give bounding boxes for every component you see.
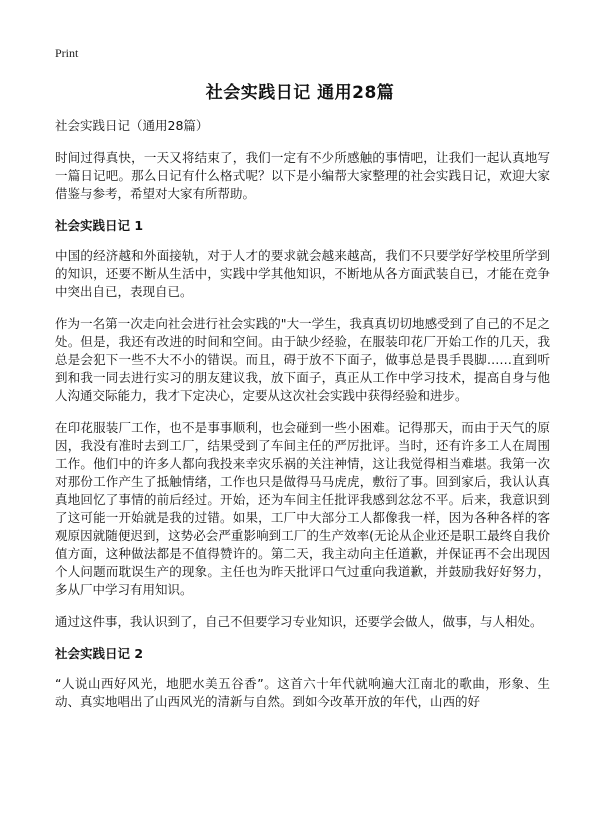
section-2-paragraph: “人说山西好风光，地肥水美五谷香”。这首六十年代就响遍大江南北的歌曲，形象、生动、真实地唱出了山西风光的清新与自然。到如今改革开放的年代，山西的好 bbox=[55, 676, 550, 709]
section-1-paragraph: 通过这件事，我认识到了，自己不但要学习专业知识，还要学会做人，做事，与人相处。 bbox=[55, 614, 543, 629]
section-1-paragraph: 作为一名第一次走向社会进行社会实践的"大一学生，我真真切切地感受到了自己的不足之处。但是，我还有改进的时间和空间。由于缺少经验，在服装印花厂开始工作的几天，我总是会犯下一些不大不小的错误。而且，碍于放不下面子，做事总是畏手畏脚……直到听到和我一同去进行实习的朋友建议我，放下面子，真正从工作中学习技术，提高自身与他人沟通交际能力，我才下定决心，定要从这次社会实践中获得经验和进步。 bbox=[55, 316, 550, 403]
print-link[interactable]: Print bbox=[55, 46, 79, 60]
page-title: 社会实践日记 通用28篇 bbox=[205, 83, 395, 103]
section-1-paragraph: 在印花服装厂工作，也不是事事顺利，也会碰到一些小困难。记得那天，而由于天气的原因，我没有准时去到工厂，结果受到了车间主任的严厉批评。当时，还有许多工人在周围工作。他们中的许多人都向我投来幸灾乐祸的关注神情，这让我觉得相当难堪。我第一次对那份工作产生了抵触情绪，工作也只是做得马马虎虎，敷衍了事。回到家后，我认认真真地回忆了事情的前后经过。开始，还为车间主任批评我感到忿忿不平。后来，我意识到了这可能一开始就是我的过错。如果，工厂中大部分工人都像我一样，因为各种各样的客观原因就随便迟到，这势必会严重影响到工厂的生产效率(无论从企业还是职工最终自我价值方面，这种做法都是不值得赞许的。第二天，我主动向主任道歉，并保证再不会出现因个人问题而耽误生产的现象。主任也为昨天批评口气过重向我道歉，并鼓励我好好努力，多从厂中学习有用知识。 bbox=[55, 420, 550, 597]
article-subtitle: 社会实践日记（通用28篇） bbox=[55, 118, 209, 133]
article-body bbox=[55, 117, 550, 725]
section-heading-2: 社会实践日记 2 bbox=[55, 646, 144, 661]
section-heading-1: 社会实践日记 1 bbox=[55, 218, 144, 233]
section-1-paragraph: 中国的经济越和外面接轨，对于人才的要求就会越来越高，我们不只要学好学校里所学到的知识，还要不断从生活中，实践中学其他知识，不断地从各方面武装自已，才能在竞争中突出自已，表现自已。 bbox=[55, 248, 550, 299]
intro-paragraph: 时间过得真快，一天又将结束了，我们一定有不少所感触的事情吧，让我们一起认真地写一篇日记吧。那么日记有什么格式呢？以下是小编帮大家整理的社会实践日记，欢迎大家借鉴与参考，希望对大家有所帮助。 bbox=[55, 150, 550, 201]
